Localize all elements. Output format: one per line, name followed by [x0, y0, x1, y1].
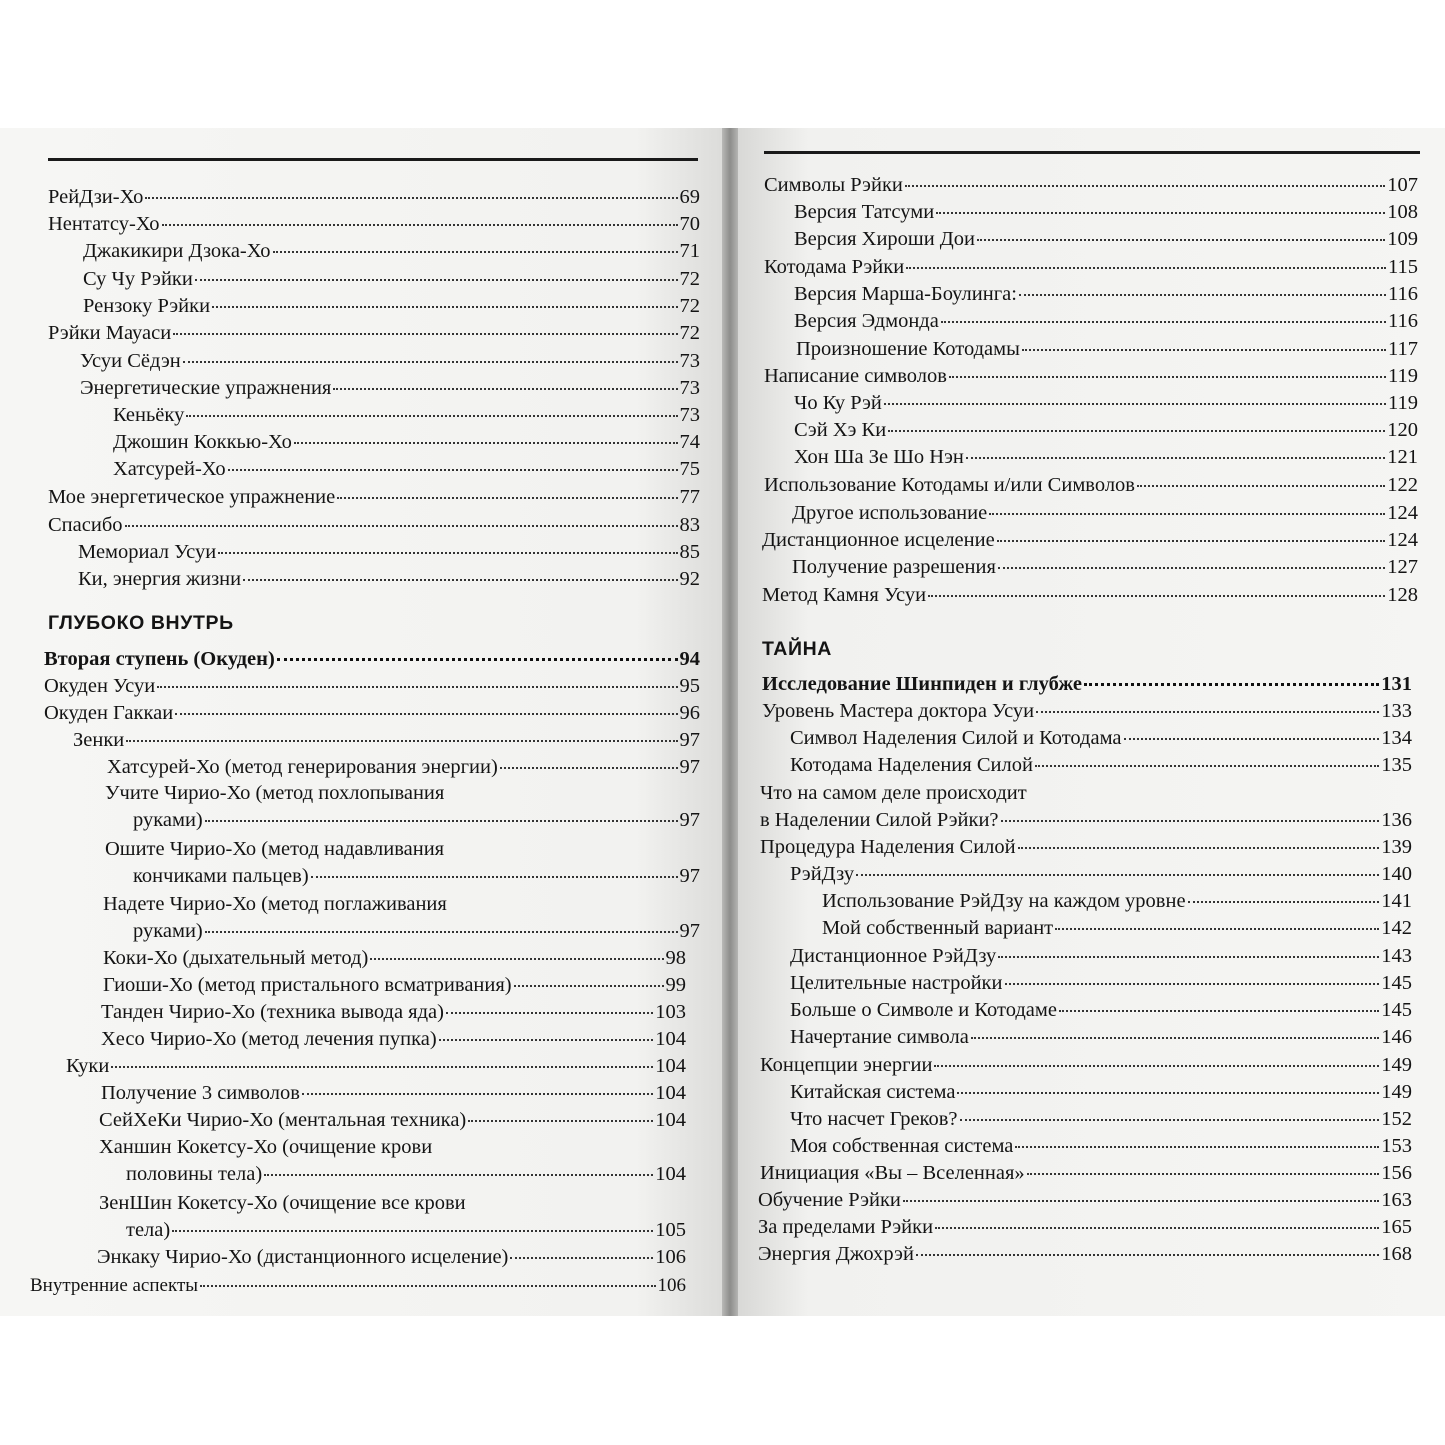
- toc-entry[interactable]: Зенки 97: [73, 729, 700, 751]
- book-gutter: [722, 128, 738, 1316]
- toc-entry[interactable]: Спасибо 83: [48, 514, 700, 536]
- toc-entry[interactable]: Дистанционное исцеление 124: [762, 529, 1418, 551]
- toc-entry[interactable]: Танден Чирио-Хо (техника вывода яда) 103: [101, 1001, 686, 1023]
- toc-entry[interactable]: Что насчет Греков? 152: [790, 1108, 1412, 1130]
- toc-entry[interactable]: Использование РэйДзу на каждом уровне 141: [822, 890, 1412, 912]
- right-page: [738, 128, 1445, 1316]
- left-page: [0, 128, 722, 1316]
- toc-entry[interactable]: Версия Эдмонда 116: [794, 310, 1418, 332]
- toc-entry[interactable]: Моя собственная система 153: [790, 1135, 1412, 1157]
- header-rule: [764, 151, 1420, 154]
- toc-entry[interactable]: Дистанционное РэйДзу 143: [790, 945, 1412, 967]
- toc-entry[interactable]: Мое энергетическое упражнение 77: [48, 486, 700, 508]
- part-heading: ГЛУБОКО ВНУТРЬ: [48, 612, 234, 634]
- toc-entry[interactable]: Окуден Усуи 95: [44, 675, 700, 697]
- toc-entry[interactable]: Рензоку Рэйки 72: [83, 295, 700, 317]
- toc-entry[interactable]: Коки-Хо (дыхательный метод) 98: [103, 947, 686, 969]
- toc-entry[interactable]: Произношение Котодамы 117: [796, 338, 1418, 360]
- toc-entry[interactable]: Гиоши-Хо (метод пристального всматривания) 99: [103, 974, 686, 996]
- toc-entry[interactable]: Метод Камня Усуи 128: [762, 584, 1418, 606]
- toc-entry[interactable]: Китайская система 149: [790, 1081, 1412, 1103]
- toc-entry[interactable]: Энергетические упражнения 73: [80, 377, 700, 399]
- toc-entry[interactable]: Мой собственный вариант 142: [822, 917, 1412, 939]
- header-rule: [48, 158, 698, 161]
- toc-entry[interactable]: СейХеКи Чирио-Хо (ментальная техника) 104: [99, 1109, 686, 1131]
- toc-entry[interactable]: Сэй Хэ Ки 120: [794, 419, 1418, 441]
- toc-entry[interactable]: Получение разрешения 127: [792, 556, 1418, 578]
- toc-entry[interactable]: Энергия Джохрэй 168: [758, 1243, 1412, 1265]
- toc-entry[interactable]: Другое использование 124: [792, 502, 1418, 524]
- toc-entry[interactable]: Внутренние аспекты 106: [30, 1275, 686, 1296]
- toc-entry[interactable]: Инициация «Вы – Вселенная» 156: [760, 1162, 1412, 1184]
- toc-entry[interactable]: Целительные настройки 145: [790, 972, 1412, 994]
- toc-entry[interactable]: Версия Татсуми 108: [794, 201, 1418, 223]
- toc-entry-line[interactable]: ЗенШин Кокетсу-Хо (очищение все крови: [99, 1192, 466, 1214]
- toc-entry[interactable]: Су Чу Рэйки 72: [83, 268, 700, 290]
- toc-entry[interactable]: Версия Марша-Боулинга: 116: [794, 283, 1418, 305]
- toc-entry[interactable]: Уровень Мастера доктора Усуи 133: [762, 700, 1412, 722]
- toc-entry[interactable]: РейДзи-Хо 69: [48, 186, 700, 208]
- toc-entry[interactable]: Котодама Наделения Силой 135: [790, 754, 1412, 776]
- toc-entry[interactable]: Нентатсу-Хо 70: [48, 213, 700, 235]
- toc-entry[interactable]: Мемориал Усуи 85: [78, 541, 700, 563]
- toc-entry[interactable]: РэйДзу 140: [790, 863, 1412, 885]
- toc-entry[interactable]: Написание символов 119: [764, 365, 1418, 387]
- toc-entry[interactable]: Котодама Рэйки 115: [764, 256, 1418, 278]
- toc-entry[interactable]: тела) 105: [126, 1219, 686, 1241]
- toc-entry[interactable]: Усуи Сёдэн 73: [80, 350, 700, 372]
- toc-entry[interactable]: Символ Наделения Силой и Котодама 134: [790, 727, 1412, 749]
- toc-entry-line[interactable]: Ошите Чирио-Хо (метод надавливания: [105, 838, 445, 860]
- toc-entry[interactable]: Джакикири Дзока-Хо 71: [83, 240, 700, 262]
- toc-entry[interactable]: Больше о Символе и Котодаме 145: [790, 999, 1412, 1021]
- toc-entry[interactable]: руками) 97: [133, 809, 700, 831]
- toc-entry[interactable]: За пределами Рэйки 165: [758, 1216, 1412, 1238]
- toc-entry[interactable]: Вторая ступень (Окуден) 94: [44, 648, 700, 670]
- toc-entry[interactable]: Символы Рэйки 107: [764, 174, 1418, 196]
- toc-entry[interactable]: Начертание символа 146: [790, 1026, 1412, 1048]
- toc-entry[interactable]: Концепции энергии 149: [760, 1054, 1412, 1076]
- toc-entry[interactable]: Энкаку Чирио-Хо (дистанционного исцеление) 106: [97, 1246, 686, 1268]
- toc-entry-line[interactable]: Ханшин Кокетсу-Хо (очищение крови: [99, 1136, 433, 1158]
- toc-entry[interactable]: Куки 104: [66, 1055, 686, 1077]
- toc-entry[interactable]: Чо Ку Рэй 119: [794, 392, 1418, 414]
- toc-entry-line[interactable]: Надете Чирио-Хо (метод поглаживания: [103, 893, 447, 915]
- toc-entry[interactable]: Исследование Шинпиден и глубже 131: [762, 673, 1412, 695]
- toc-entry[interactable]: Хон Ша Зе Шо Нэн 121: [794, 446, 1418, 468]
- toc-entry[interactable]: половины тела) 104: [126, 1163, 686, 1185]
- toc-entry-line[interactable]: Что на самом деле происходит: [760, 782, 1027, 804]
- toc-entry[interactable]: Кеньёку 73: [113, 404, 700, 426]
- toc-entry[interactable]: руками) 97: [133, 920, 700, 942]
- toc-entry[interactable]: Хатсурей-Хо 75: [113, 458, 700, 480]
- toc-entry[interactable]: Версия Хироши Дои 109: [794, 228, 1418, 250]
- toc-entry[interactable]: кончиками пальцев) 97: [133, 865, 700, 887]
- toc-entry-line[interactable]: Учите Чирио-Хо (метод похлопывания: [105, 782, 445, 804]
- toc-entry[interactable]: Окуден Гаккаи 96: [44, 702, 700, 724]
- toc-entry[interactable]: Джошин Коккью-Хо 74: [113, 431, 700, 453]
- toc-entry[interactable]: в Наделении Силой Рэйки? 136: [760, 809, 1412, 831]
- toc-entry[interactable]: Процедура Наделения Силой 139: [760, 836, 1412, 858]
- toc-entry[interactable]: Рэйки Мауаси 72: [48, 322, 700, 344]
- toc-entry[interactable]: Хесо Чирио-Хо (метод лечения пупка) 104: [101, 1028, 686, 1050]
- toc-entry[interactable]: Хатсурей-Хо (метод генерирования энергии) 97: [107, 756, 700, 778]
- toc-entry[interactable]: Ки, энергия жизни 92: [78, 568, 700, 590]
- toc-entry[interactable]: Обучение Рэйки 163: [758, 1189, 1412, 1211]
- toc-entry[interactable]: Использование Котодамы и/или Символов 122: [764, 474, 1418, 496]
- part-heading: ТАЙНА: [762, 638, 832, 660]
- toc-entry[interactable]: Получение 3 символов 104: [101, 1082, 686, 1104]
